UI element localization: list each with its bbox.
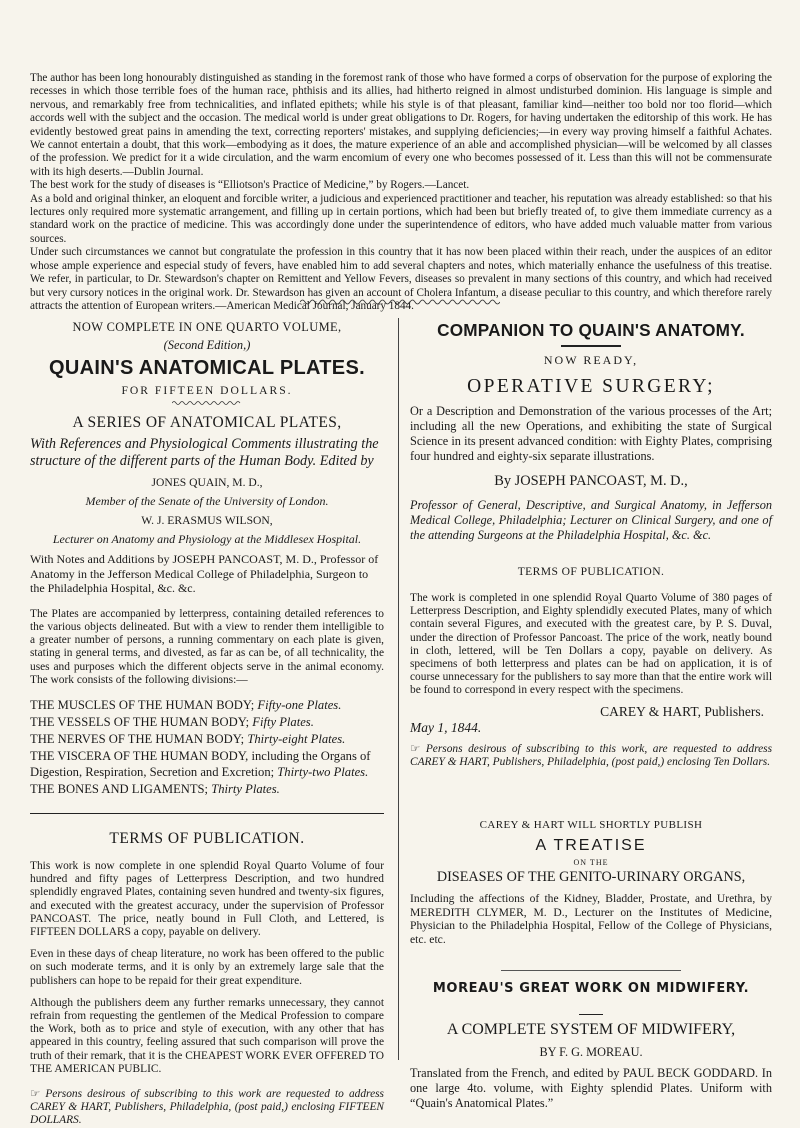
division-item: THE NERVES OF THE HUMAN BODY; Thirty-eight Plates.: [30, 732, 346, 746]
moreau-author: BY F. G. MOREAU.: [539, 1045, 643, 1060]
division-item: THE BONES AND LIGAMENTS; Thirty Plates.: [30, 782, 280, 796]
review-paragraph: The best work for the study of diseases is “Elliotson's Practice of Medicine,” by Rogers.—Lancet.: [30, 179, 470, 192]
plates-description: The Plates are accompanied by letterpress, containing detailed references to the various objects delineated. But with a view to render them intelligible to a greater number of persons, a running commentary on each plate is given, stating in general terms, and divested, as far as can be, of all technicality, the uses and purposes which the different objects serve in the animal economy. The work consists of the following divisions:—: [30, 607, 384, 686]
terms-heading: TERMS OF PUBLICATION.: [109, 830, 305, 847]
pointing-hand-icon: ☞: [410, 740, 421, 755]
author-quain-role: Member of the Senate of the University of London.: [85, 494, 329, 508]
on-the-line: ON THE: [573, 858, 609, 868]
diseases-title: DISEASES OF THE GENITO-URINARY ORGANS,: [436, 869, 746, 886]
thin-rule: [501, 970, 681, 971]
short-rule: [561, 345, 621, 347]
divisions-list: [30, 697, 384, 797]
quain-title: QUAIN'S ANATOMICAL PLATES.: [49, 357, 365, 379]
series-heading: A SERIES OF ANATOMICAL PLATES,: [72, 414, 342, 431]
now-ready-line: NOW READY,: [543, 353, 639, 367]
column-divider: [398, 318, 399, 1060]
division-item: THE MUSCLES OF THE HUMAN BODY; Fifty-one Plates.: [30, 698, 342, 712]
quain-advertisement: [30, 318, 384, 1128]
review-paragraph: As a bold and original thinker, an eloquent and forcible writer, a judicious and experienced practitioner and teacher, his reputation was already established: so that his lectures only required more systematic arrangement, and filling up in certain portions, which had been but briefly treated of, to give them immediate currency as a standard work on the practice of medicine. This was accordingly done under the superintendence of editors, who have added much valuable matter from various sources.: [30, 192, 772, 245]
review-paragraph: Under such circumstances we cannot but congratulate the profession in this country that it has now been placed within their reach, under the auspices of an editor whose ample experience and especial study of fevers, have enabled him to add several chapters and notes, which materially enhance the usefulness of this treatise. We refer, in particular, to Dr. Stewardson's chapter on Remittent and Yellow Fevers, diseases so prevalent in many sections of this country, and which had received but very cursory notices in the original work. Dr. Stewardson has given an account of Cholera Infantum, a disease peculiar to this country, and which therefore rarely attracts the attention of European writers.—American Medical Journal, January 1844.: [30, 246, 772, 312]
translation-note: Translated from the French, and edited by PAUL BECK GODDARD. In one large 4to. volume, with Eighty splendid Plates. Uniform with “Quain's Anatomical Plates.”: [410, 1066, 772, 1110]
price-line: FOR FIFTEEN DOLLARS.: [121, 384, 293, 397]
operative-surgery-title: OPERATIVE SURGERY;: [467, 376, 715, 397]
moreau-heading: MOREAU'S GREAT WORK ON MIDWIFERY.: [432, 981, 750, 997]
subscription-notice: ☞ Persons desirous of subscribing to this work, are requested to address CAREY & HART, Publishers, Philadelphia, (post paid,) enclosing Ten Dollars.: [410, 740, 772, 768]
date-line: May 1, 1844.: [410, 719, 482, 735]
treatise-heading: A TREATISE: [535, 837, 647, 855]
midwifery-title: A COMPLETE SYSTEM OF MIDWIFERY,: [446, 1021, 736, 1039]
review-extracts: [30, 72, 772, 313]
terms-paragraph: Even in these days of cheap literature, no work has been offered to the public on such moderate terms, and it is only by an extremely large sale that the publishers can hope to be repaid for their great expenditure.: [30, 948, 384, 987]
edition-line: (Second Edition,): [163, 338, 251, 352]
wavy-divider: [300, 298, 500, 306]
surgery-description: Or a Description and Demonstration of the various processes of the Art; including all the new Operations, and exhibiting the state of Surgical Science in its present advanced condition: with Eighty Plates, comprising four hundred and eighty-six separate illustrations.: [410, 404, 772, 463]
pancoast-role: Professor of General, Descriptive, and Surgical Anatomy, in Jefferson Medical College, Philadelphia; Lecturer on Clinical Surgery, and one of the attending Surgeons at the Philadelphia Hospital, &c. &c.: [410, 498, 772, 542]
small-wavy-rule: [172, 400, 242, 406]
review-paragraph: The author has been long honourably distinguished as standing in the foremost rank of those who have formed a corps of observation for the purpose of exploring the recesses in which those terrible foes of the human race, phthisis and its allies, had hitherto reigned in almost undisturbed dominion. His language is simple and nervous, and remarkably free from technicalities, and inflated epithets; while his style is of that pleasant, familiar kind—neither too bold nor too florid—which accords well with the subject and the occasion. The medical world is under great obligations to Dr. Rogers, for having undertaken the editorship of this work. He has evidently bestowed great pains in amending the text, correcting reporters' mistakes, and supplying deficiencies;—in every way proving himself a faithful Achates. We cannot entertain a doubt, that this work—embodying as it does, the mature experience of an able and accomplished physician—will be welcomed by all classes of the profession. We predict for it a wide circulation, and the warm encomium of every one who becomes possessed of it. Less than this will not be commensurate with its high deserts.—Dublin Journal.: [30, 72, 772, 178]
terms-paragraph: The work is completed in one splendid Royal Quarto Volume of 380 pages of Letterpress Description, and Eighty splendidly executed Plates, many of which contain several Figures, and executed with the greatest care, by P. S. Duval, under the direction of Professor Pancoast. The price of the work, neatly bound in cloth, lettered, will be Ten Dollars a copy, payable on delivery. As specimens of both letterpress and plates can be had on application, it is of course unnecessary for the publishers to say more than that the entire work will be found to correspond in every respect with the specimens.: [410, 592, 772, 697]
terms-paragraph: Although the publishers deem any further remarks unnecessary, they cannot refrain from requesting the gentlemen of the Medical Profession to compare the Work, both as to price and style of execution, with any other that has appeared in this country, feeling assured that such comparison will prove the truth of their remark, that it is the CHEAPEST WORK EVER OFFERED TO THE AMERICAN PUBLIC.: [30, 996, 384, 1075]
series-subtitle: With References and Physiological Comments illustrating the structure of the different parts of the Human Body. Edited by: [30, 436, 379, 469]
pancoast-advertisement: [410, 318, 772, 1110]
publishers-signature: CAREY & HART, Publishers.: [600, 703, 764, 719]
author-wilson: W. J. ERASMUS WILSON,: [141, 514, 273, 527]
terms-heading: TERMS OF PUBLICATION.: [517, 565, 665, 578]
companion-title: COMPANION TO QUAIN'S ANATOMY.: [437, 320, 745, 340]
subscription-notice: ☞ Persons desirous of subscribing to this work are requested to address CAREY & HART, Publishers, Philadelphia, (post paid,) enclosing FIFTEEN DOLLARS.: [30, 1086, 384, 1127]
terms-paragraph: This work is now complete in one splendid Royal Quarto Volume of four hundred and fifty pages of Letterpress Description, and two hundred splendidly engraved Plates, containing seven hundred and twenty-six figures, and executed with the greatest accuracy, under the supervision of Professor PANCOAST. The price, neatly bound in Full Cloth, and Lettered, is FIFTEEN DOLLARS a copy, payable on delivery.: [30, 860, 384, 939]
author-wilson-role: Lecturer on Anatomy and Physiology at the Middlesex Hospital.: [52, 532, 362, 546]
division-item: THE VISCERA OF THE HUMAN BODY, including the Organs of Digestion, Respiration, Secretion and Excretion; Thirty-two Plates.: [30, 749, 371, 779]
forthcoming-line: CAREY & HART WILL SHORTLY PUBLISH: [479, 819, 703, 832]
author-quain: JONES QUAIN, M. D.,: [151, 476, 263, 489]
volume-line: NOW COMPLETE IN ONE QUARTO VOLUME,: [72, 320, 342, 334]
horizontal-rule: [30, 813, 384, 814]
diseases-description: Including the affections of the Kidney, Bladder, Prostate, and Urethra, by MEREDITH CLYMER, M. D., Lecturer on the Institutes of Medicine, Physician to the Philadelphia Hospital, Fellow of the College of Physicians, etc. etc.: [410, 892, 772, 946]
division-item: THE VESSELS OF THE HUMAN BODY; Fifty Plates.: [30, 715, 314, 729]
short-rule: [579, 1014, 603, 1015]
additions-note: With Notes and Additions by JOSEPH PANCOAST, M. D., Professor of Anatomy in the Jefferson Medical College of Philadelphia, Surgeon to the Philadelphia Hospital, &c. &c.: [30, 552, 379, 596]
pointing-hand-icon: ☞: [30, 1086, 41, 1101]
pancoast-author: By JOSEPH PANCOAST, M. D.,: [494, 473, 688, 489]
